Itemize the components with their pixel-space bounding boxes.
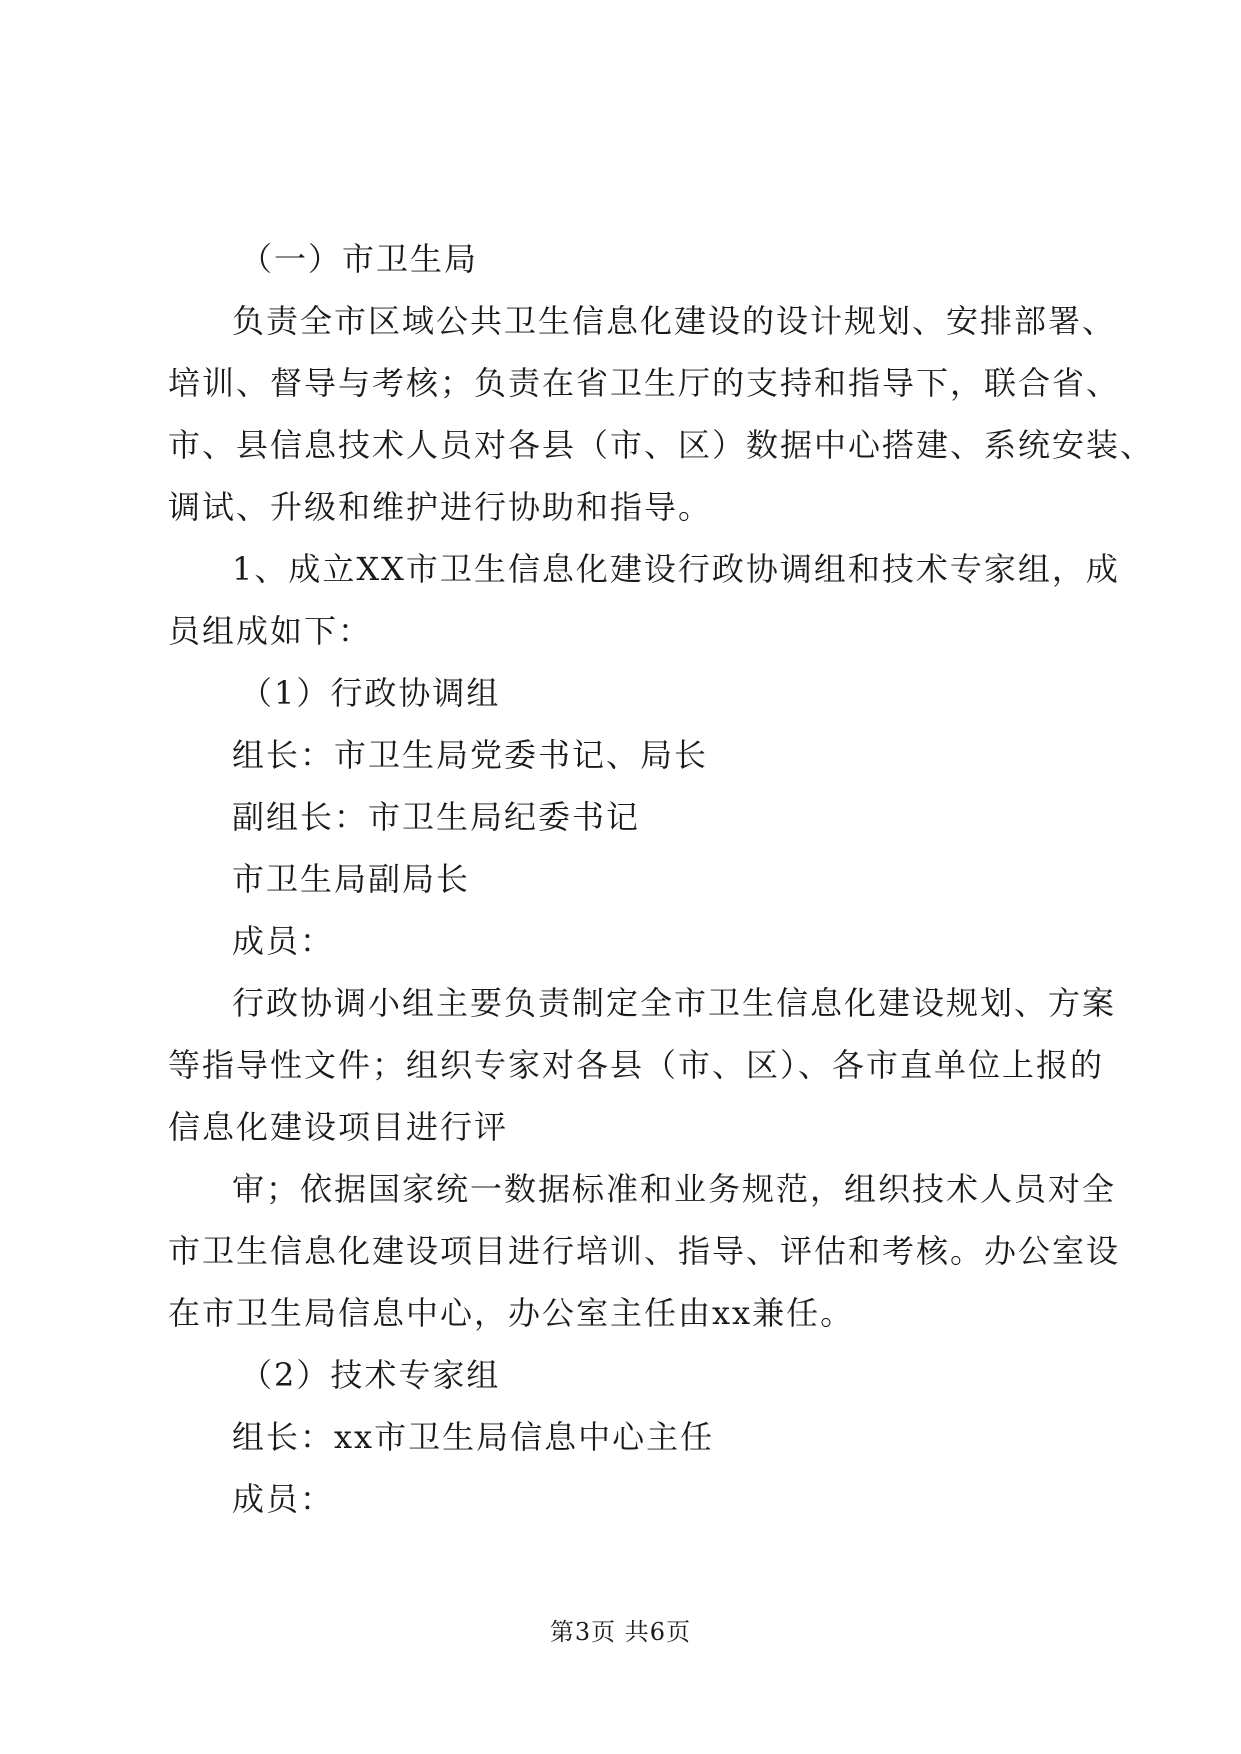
paragraph-line: 行政协调小组主要负责制定全市卫生信息化建设规划、方案 xyxy=(232,984,1117,1022)
paragraph-line: 等指导性文件；组织专家对各县（市、区）、各市直单位上报的 xyxy=(168,1046,1105,1084)
paragraph-line: 员组成如下： xyxy=(168,612,373,650)
paragraph-line: 副组长：市卫生局纪委书记 xyxy=(232,798,641,836)
section-heading-city-health-bureau: （一）市卫生局 xyxy=(240,240,479,278)
document-body xyxy=(168,228,1155,1530)
subheading-tech-expert-group: （2）技术专家组 xyxy=(240,1356,501,1394)
paragraph-line: 组长：市卫生局党委书记、局长 xyxy=(232,736,709,774)
paragraph-line: 组长：xx市卫生局信息中心主任 xyxy=(232,1418,715,1456)
paragraph-line: 审；依据国家统一数据标准和业务规范，组织技术人员对全 xyxy=(232,1170,1117,1208)
paragraph-line: 培训、督导与考核；负责在省卫生厅的支持和指导下，联合省、 xyxy=(168,364,1121,402)
paragraph-line: 成员： xyxy=(232,922,335,960)
paragraph-line: 市、县信息技术人员对各县（市、区）数据中心搭建、系统安装、 xyxy=(168,426,1155,464)
paragraph-line: 信息化建设项目进行评 xyxy=(168,1108,509,1146)
paragraph-line: 在市卫生局信息中心，办公室主任由xx兼任。 xyxy=(168,1294,855,1332)
paragraph-line: 成员： xyxy=(232,1480,335,1518)
paragraph-line: 调试、升级和维护进行协助和指导。 xyxy=(168,488,713,526)
paragraph-line: 负责全市区域公共卫生信息化建设的设计规划、安排部署、 xyxy=(232,302,1117,340)
subheading-admin-group: （1）行政协调组 xyxy=(240,674,501,712)
paragraph-line: 1、成立XX市卫生信息化建设行政协调组和技术专家组，成 xyxy=(232,550,1120,588)
paragraph-line: 市卫生局副局长 xyxy=(232,860,471,898)
page-number-footer: 第3页 共6页 xyxy=(549,1618,692,1646)
paragraph-line: 市卫生信息化建设项目进行培训、指导、评估和考核。办公室设 xyxy=(168,1232,1121,1270)
